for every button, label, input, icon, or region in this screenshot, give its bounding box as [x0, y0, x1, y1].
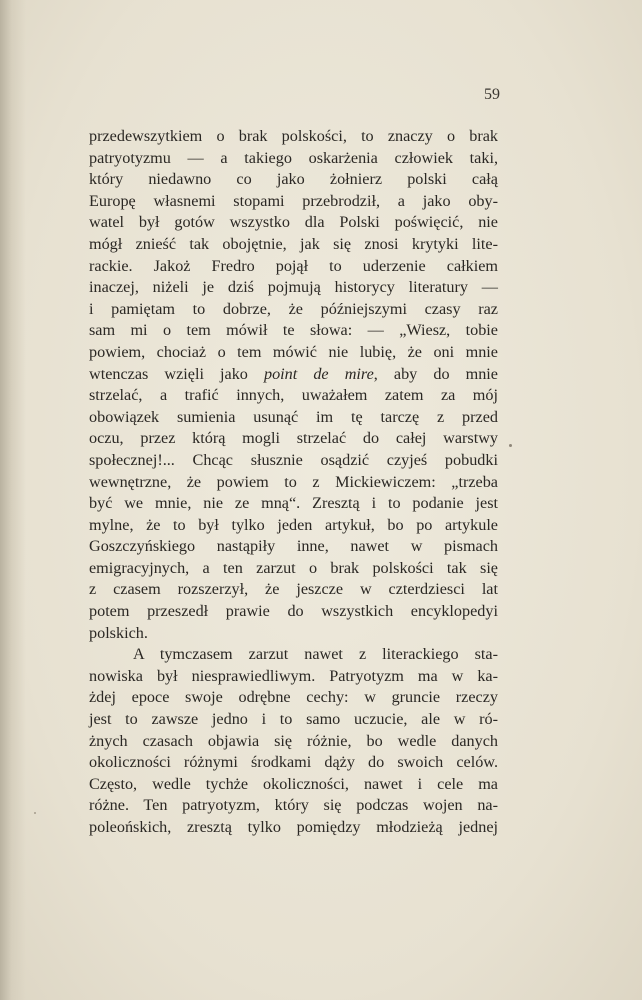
- text-line: i pamiętam to dobrze, że późniejszymi czasy raz: [89, 299, 498, 318]
- text-line: nowiska był niesprawiedliwym. Patryotyzm ma w ka-: [89, 666, 498, 685]
- ink-speck: [509, 444, 512, 447]
- text-line: Europę własnemi stopami przebrodził, a jako oby-: [89, 191, 498, 210]
- text-line: Goszczyńskiego nastąpiły inne, nawet w pismach: [89, 537, 498, 556]
- text-line: wewnętrzne, że powiem to z Mickiewiczem: „trzeba: [89, 472, 498, 491]
- text-line: powiem, chociaż o tem mówić nie lubię, że oni mnie: [89, 342, 498, 361]
- page-number: 59: [484, 86, 500, 103]
- text-line: okoliczności różnymi środkami dąży do swoich celów.: [89, 753, 498, 772]
- text-line: inaczej, niżeli je dziś pojmują historycy literatury —: [89, 278, 498, 297]
- text-line: który niedawno co jako żołnierz polski całą: [89, 170, 498, 189]
- text-line: sam mi o tem mówił te słowa: — „Wiesz, tobie: [89, 321, 498, 340]
- page-gutter-shadow: [0, 0, 26, 1000]
- ink-speck: [34, 812, 36, 814]
- italic-phrase: point de mire: [263, 364, 374, 383]
- text-line: mylne, że to był tylko jeden artykuł, bo po artykule: [89, 515, 498, 534]
- text-line: różne. Ten patryotyzm, który się podczas wojen na-: [89, 796, 498, 815]
- text-line: z czasem rozszerzył, że jeszcze w czterdziesci lat: [89, 580, 498, 599]
- body-text: [89, 126, 498, 839]
- text-line: mógł znieść tak obojętnie, jak się znosi krytyki lite-: [89, 234, 498, 253]
- text-line: strzelać, a trafić innych, uważałem zatem za mój: [89, 386, 498, 405]
- text-line: emigracyjnych, a ten zarzut o brak polskości tak się: [89, 558, 498, 577]
- text-line: potem przeszedł prawie do wszystkich encyklopedyi: [89, 602, 498, 621]
- text-line: rackie. Jakoż Fredro pojął to uderzenie całkiem: [89, 256, 498, 275]
- text-line: A tymczasem zarzut nawet z literackiego sta-: [133, 645, 498, 664]
- text-line: przedewszytkiem o brak polskości, to znaczy o brak: [89, 127, 498, 145]
- text-line: żnych czasach objawia się różnie, bo wedle danych: [89, 731, 498, 750]
- text-line: społecznej!... Chcąc słusznie osądzić czyjeś pobudki: [89, 450, 498, 469]
- text-line: polskich.: [89, 623, 148, 642]
- text-line: jest to zawsze jedno i to samo uczucie, ale w ró-: [89, 710, 498, 729]
- text-line: patryotyzmu — a takiego oskarżenia człowiek taki,: [89, 148, 498, 167]
- text-line: żdej epoce swoje odrębne cechy: w gruncie rzeczy: [89, 688, 498, 707]
- text-line: być we mnie, nie ze mną“. Zresztą i to podanie jest: [89, 494, 498, 513]
- text-line: poleońskich, zresztą tylko pomiędzy młodzieżą jednej: [89, 818, 498, 836]
- text-line: Często, wedle tychże okoliczności, nawet i cele ma: [89, 774, 498, 793]
- text-line: oczu, przez którą mogli strzelać do całej warstwy: [89, 429, 498, 448]
- text-line: wtenczas wzięli jako point de mire, aby do mnie: [89, 364, 498, 383]
- text-line: obowiązek sumienia usunąć im tę tarczę z przed: [89, 407, 498, 426]
- text-line: watel był gotów wszystko dla Polski poświęcić, nie: [89, 213, 498, 232]
